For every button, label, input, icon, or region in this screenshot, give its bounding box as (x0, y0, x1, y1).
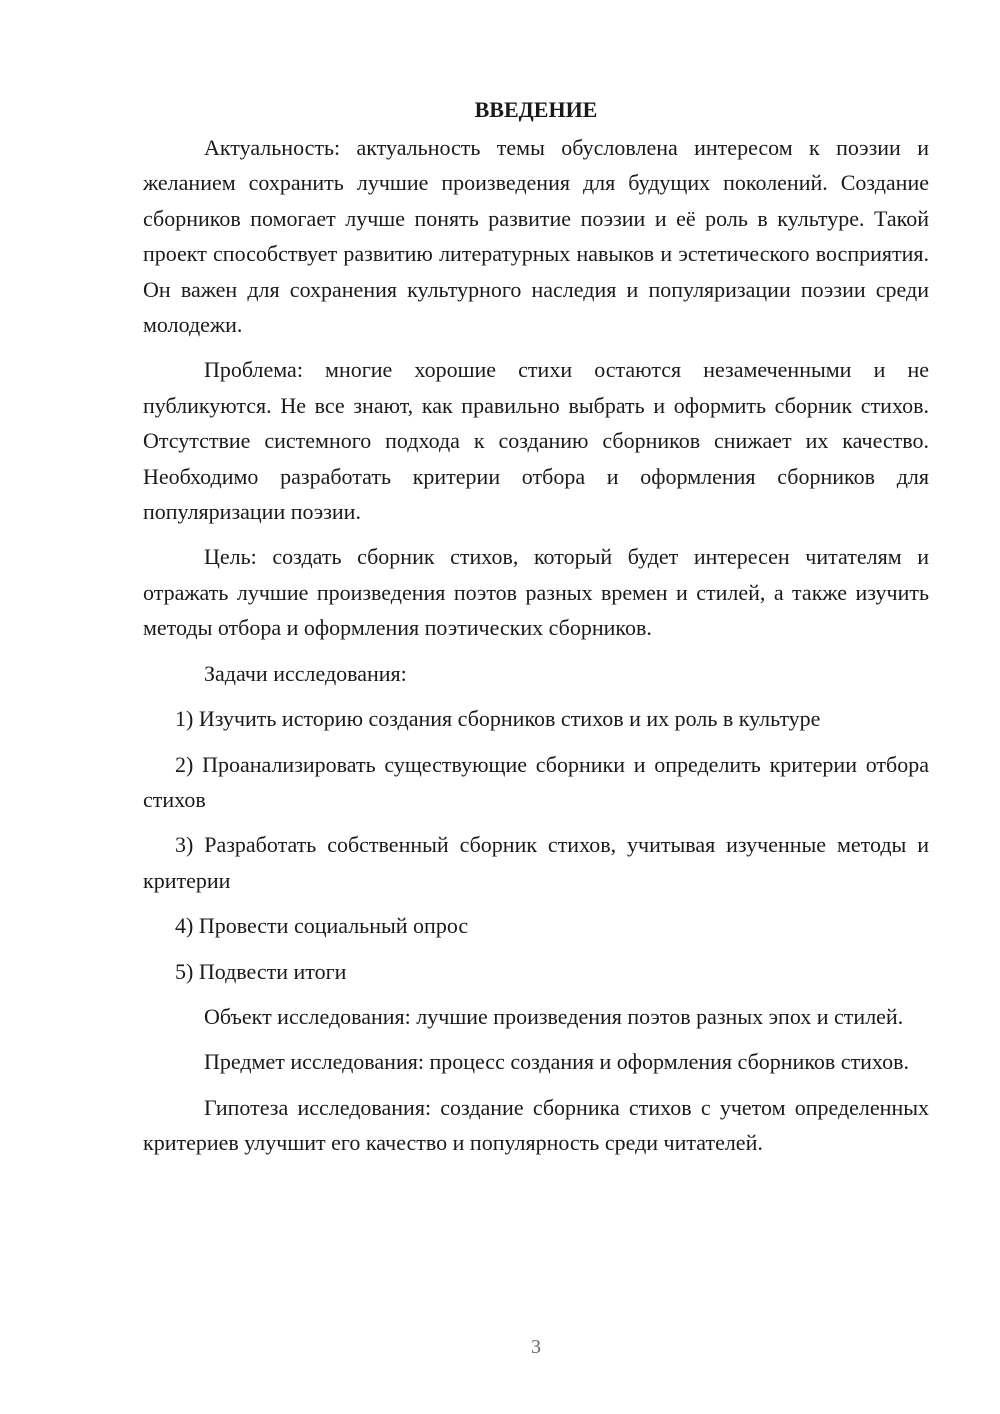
page-number: 3 (531, 1336, 541, 1358)
page-content (143, 92, 929, 1171)
problem-paragraph: Проблема: многие хорошие стихи остаются незамеченными и не публикуются. Не все знают, как правильно выбрать и оформить сборник стихов. Отсутствие системного подхода к созданию сборников снижает их качество. Необходимо разработать критерии отбора и оформления сборников для популяризации поэзии. (143, 357, 929, 525)
task-item: 3) Разработать собственный сборник стихов, учитывая изученные методы и критерии (143, 832, 929, 893)
subject-paragraph: Предмет исследования: процесс создания и оформления сборников стихов. (204, 1049, 909, 1075)
hypothesis-paragraph: Гипотеза исследования: создание сборника стихов с учетом определенных критериев улучшит его качество и популярность среди читателей. (143, 1094, 929, 1156)
section-heading: ВВЕДЕНИЕ (474, 97, 598, 122)
task-item: 4) Провести социальный опрос (175, 913, 469, 939)
relevance-paragraph: Актуальность: актуальность темы обусловлена интересом к поэзии и желанием сохранить лучшие произведения для будущих поколений. Создание сборников помогает лучше понять развитие поэзии и её роль в культуре. Такой проект способствует развитию литературных навыков и эстетического восприятия. Он важен для сохранения культурного наследия и популяризации поэзии среди молодежи. (143, 135, 929, 338)
tasks-title: Задачи исследования: (204, 660, 407, 686)
task-item: 2) Проанализировать существующие сборники и определить критерии отбора стихов (143, 751, 929, 812)
task-item: 5) Подвести итоги (175, 958, 347, 984)
object-paragraph: Объект исследования: лучшие произведения поэтов разных эпох и стилей. (204, 1003, 904, 1029)
goal-paragraph: Цель: создать сборник стихов, который будет интересен читателям и отражать лучшие произведения поэтов разных времен и стилей, а также изучить методы отбора и оформления поэтических сборников. (143, 544, 929, 641)
task-item: 1) Изучить историю создания сборников стихов и их роль в культуре (175, 706, 821, 732)
